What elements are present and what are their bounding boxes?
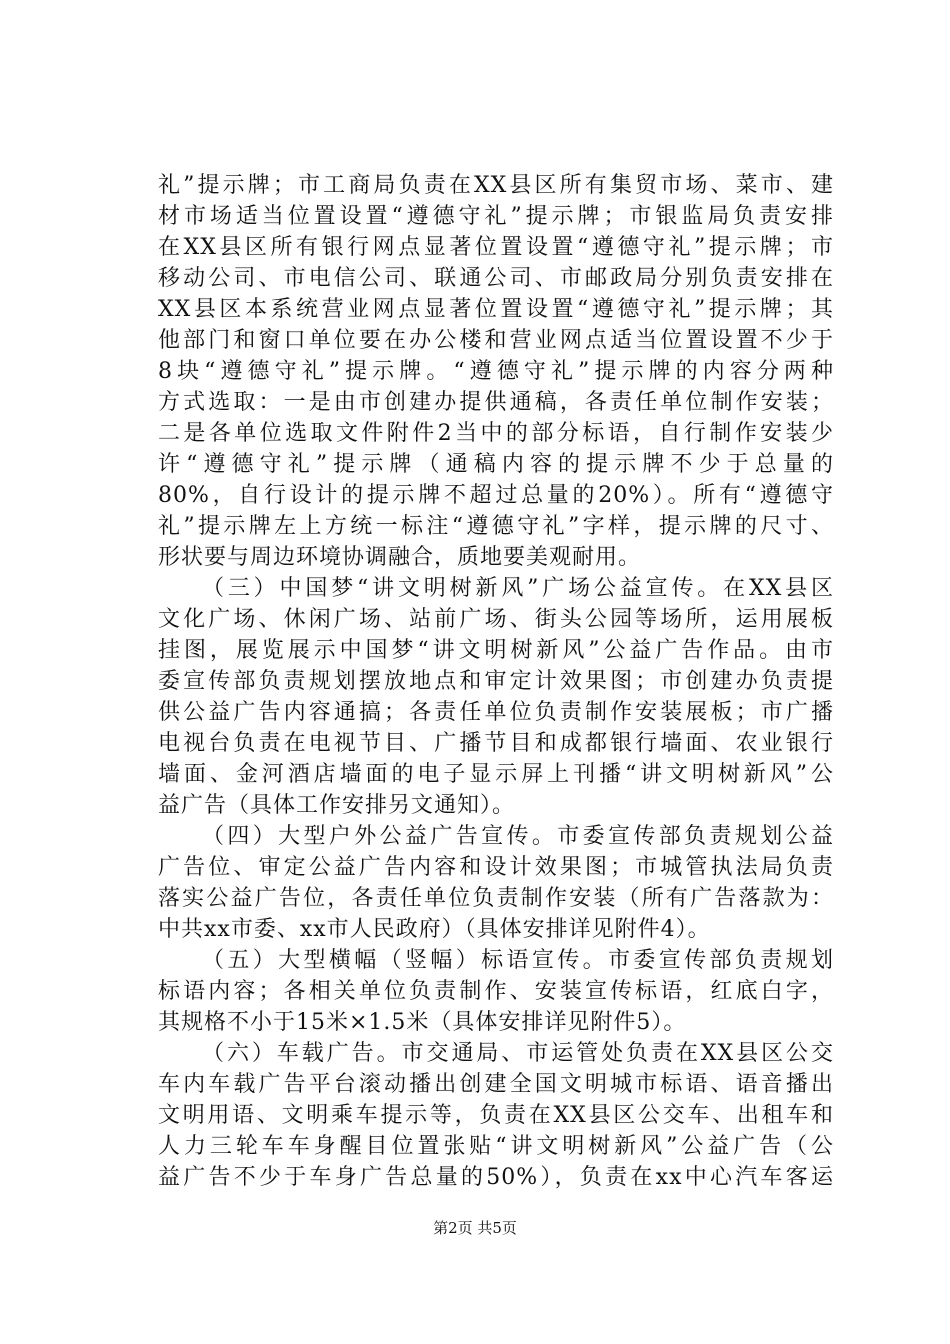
text-line: 礼”提示牌；市工商局负责在XX县区所有集贸市场、菜市、建 xyxy=(158,173,834,198)
text-line: 供公益广告内容通搞；各责任单位负责制作安装展板；市广播 xyxy=(158,700,834,725)
paragraph-heading-line: （五）大型横幅（竖幅）标语宣传。市委宣传部负责规划 xyxy=(202,948,834,973)
text-line: 电视台负责在电视节目、广播节目和成都银行墙面、农业银行 xyxy=(158,731,834,756)
paragraph-heading-line: （四）大型户外公益广告宣传。市委宣传部负责规划公益 xyxy=(202,824,834,849)
text-line: 中共xx市委、xx市人民政府）（具体安排详见附件4）。 xyxy=(158,917,711,942)
text-line: 车内车载广告平台滚动播出创建全国文明城市标语、语音播出 xyxy=(158,1072,834,1097)
text-line: 80%，自行设计的提示牌不超过总量的20%）。所有“遵德守 xyxy=(158,483,834,508)
text-line: 他部门和窗口单位要在办公楼和营业网点适当位置设置不少于 xyxy=(158,328,834,353)
text-line: 文化广场、休闲广场、站前广场、街头公园等场所，运用展板 xyxy=(158,607,834,632)
text-line: 广告位、审定公益广告内容和设计效果图；市城管执法局负责 xyxy=(158,855,834,880)
paragraph-heading-line: （六）车载广告。市交通局、市运管处负责在XX县区公交 xyxy=(202,1041,834,1066)
text-line: 在XX县区所有银行网点显著位置设置“遵德守礼”提示牌；市 xyxy=(158,235,834,260)
text-line: 墙面、金河酒店墙面的电子显示屏上刊播“讲文明树新风”公 xyxy=(158,762,834,787)
document-body xyxy=(158,170,834,1193)
text-line: 移动公司、市电信公司、联通公司、市邮政局分别负责安排在 xyxy=(158,266,834,291)
paragraph-heading-line: （三）中国梦“讲文明树新风”广场公益宣传。在XX县区 xyxy=(202,576,834,601)
text-line: 益广告（具体工作安排另文通知）。 xyxy=(158,793,516,818)
text-line: XX县区本系统营业网点显著位置设置“遵德守礼”提示牌；其 xyxy=(158,297,834,322)
text-line: 益广告不少于车身广告总量的50%），负责在xx中心汽车客运 xyxy=(158,1165,834,1190)
page-number-footer: 第2页 共5页 xyxy=(433,1219,517,1237)
text-line: 其规格不小于15米×1.5米（具体安排详见附件5）。 xyxy=(158,1010,687,1035)
text-line: 落实公益广告位，各责任单位负责制作安装（所有广告落款为： xyxy=(158,886,834,911)
text-line: 人力三轮车车身醒目位置张贴“讲文明树新风”公益广告（公 xyxy=(158,1134,834,1159)
text-line: 材市场适当位置设置“遵德守礼”提示牌；市银监局负责安排 xyxy=(158,204,834,229)
text-line: 委宣传部负责规划摆放地点和审定计效果图；市创建办负责提 xyxy=(158,669,834,694)
text-line: 挂图，展览展示中国梦“讲文明树新风”公益广告作品。由市 xyxy=(158,638,834,663)
text-line: 标语内容；各相关单位负责制作、安装宣传标语，红底白字， xyxy=(158,979,834,1004)
text-line: 方式选取：一是由市创建办提供通稿，各责任单位制作安装； xyxy=(158,390,834,415)
text-line: 形状要与周边环境协调融合，质地要美观耐用。 xyxy=(158,545,642,570)
text-line: 文明用语、文明乘车提示等，负责在XX县区公交车、出租车和 xyxy=(158,1103,834,1128)
text-line: 二是各单位选取文件附件2当中的部分标语，自行制作安装少 xyxy=(158,421,834,446)
text-line: 许“遵德守礼”提示牌（通稿内容的提示牌不少于总量的 xyxy=(158,452,834,477)
text-line: 礼”提示牌左上方统一标注“遵德守礼”字样，提示牌的尺寸、 xyxy=(158,514,834,539)
text-line: 8块“遵德守礼”提示牌。“遵德守礼”提示牌的内容分两种 xyxy=(158,359,834,384)
